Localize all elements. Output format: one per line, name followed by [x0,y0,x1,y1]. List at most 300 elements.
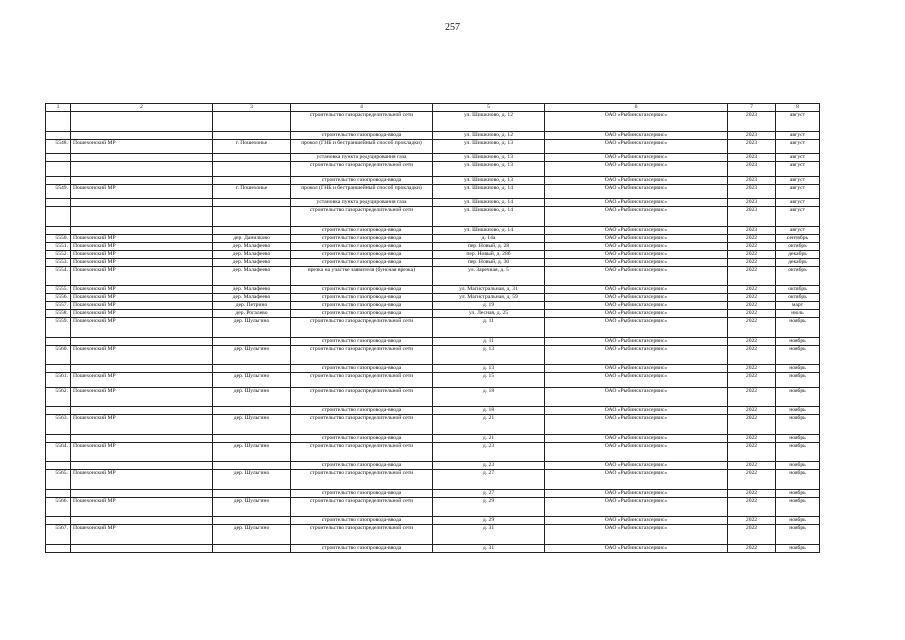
work-type-cell: строительство газопровода-ввода [291,544,433,552]
contractor-cell: ОАО «Рыбинскгазсервис» [545,318,728,338]
row-number-cell [46,517,71,525]
row-number-cell [46,154,71,162]
district-cell [71,199,213,207]
year-cell: 2023 [728,131,776,139]
district-cell [71,226,213,234]
table-row [46,407,820,415]
contractor-cell: ОАО «Рыбинскгазсервис» [545,470,728,490]
month-cell: ноябрь [776,497,820,517]
month-cell: ноябрь [776,373,820,388]
year-cell: 2022 [728,294,776,302]
table-row [46,286,820,294]
work-type-cell: строительство газораспределительной сети [291,387,433,407]
work-type-cell: строительство газопровода-ввода [291,226,433,234]
row-number-cell [46,131,71,139]
table-row [46,207,820,227]
settlement-cell: г. Пошехонье [213,184,291,199]
district-cell: Пошехонский МР [71,470,213,490]
table-row [46,302,820,310]
work-type-cell: строительство газопровода-ввода [291,407,433,415]
contractor-cell: ОАО «Рыбинскгазсервис» [545,373,728,388]
year-cell: 2023 [728,226,776,234]
row-number-cell [46,489,71,497]
settlement-cell: дер. Шульгино [213,387,291,407]
table-row [46,162,820,177]
address-cell: д. 18 [433,387,545,407]
year-cell: 2023 [728,162,776,177]
header-cell-3: 3 [213,104,291,112]
table-row [46,337,820,345]
address-cell: д. 13 [433,345,545,365]
settlement-cell [213,131,291,139]
address-cell: д. 29 [433,517,545,525]
district-cell [71,365,213,373]
month-cell: октябрь [776,266,820,286]
year-cell: 2022 [728,407,776,415]
work-type-cell: строительство газопровода-ввода [291,286,433,294]
work-type-cell: строительство газораспределительной сети [291,318,433,338]
contractor-cell: ОАО «Рыбинскгазсервис» [545,250,728,258]
settlement-cell [213,207,291,227]
row-number-cell: 5564. [46,442,71,462]
work-type-cell: строительство газопровода-ввода [291,337,433,345]
settlement-cell: дер. Шульгино [213,525,291,545]
year-cell: 2022 [728,266,776,286]
month-cell: ноябрь [776,544,820,552]
header-cell-4: 4 [291,104,433,112]
settlement-cell [213,162,291,177]
address-cell: д. 13 [433,365,545,373]
table-row [46,258,820,266]
work-type-cell: строительство газораспределительной сети [291,497,433,517]
row-number-cell: 5550. [46,234,71,242]
contractor-cell: ОАО «Рыбинскгазсервис» [545,242,728,250]
year-cell: 2022 [728,310,776,318]
district-cell [71,207,213,227]
month-cell: август [776,131,820,139]
work-type-cell: строительство газопровода-ввода [291,302,433,310]
work-type-cell: строительство газопровода-ввода [291,242,433,250]
row-number-cell [46,434,71,442]
work-type-cell: врезка на участке заявителя (бунсная врезка) [291,266,433,286]
contractor-cell: ОАО «Рыбинскгазсервис» [545,112,728,132]
table-row [46,266,820,286]
settlement-cell: дер. Малафеево [213,266,291,286]
row-number-cell [46,544,71,552]
row-number-cell: 5558. [46,310,71,318]
work-type-cell: строительство газопровода-ввода [291,462,433,470]
work-type-cell: строительство газораспределительной сети [291,525,433,545]
table-row [46,184,820,199]
district-cell: Пошехонский МР [71,387,213,407]
table-row [46,525,820,545]
month-cell: декабрь [776,250,820,258]
contractor-cell: ОАО «Рыбинскгазсервис» [545,442,728,462]
contractor-cell: ОАО «Рыбинскгазсервис» [545,497,728,517]
contractor-cell: ОАО «Рыбинскгазсервис» [545,131,728,139]
row-number-cell: 5566. [46,497,71,517]
month-cell: июль [776,310,820,318]
row-number-cell: 5552. [46,250,71,258]
contractor-cell: ОАО «Рыбинскгазсервис» [545,387,728,407]
row-number-cell: 5548. [46,139,71,154]
contractor-cell: ОАО «Рыбинскгазсервис» [545,365,728,373]
address-cell: пер. Новый, д. 28б [433,250,545,258]
settlement-cell: дер. Шульгино [213,442,291,462]
address-cell: ул. Магистральная, д. 31 [433,286,545,294]
contractor-cell: ОАО «Рыбинскгазсервис» [545,139,728,154]
work-type-cell: строительство газопровода-ввода [291,517,433,525]
month-cell: ноябрь [776,318,820,338]
year-cell: 2022 [728,258,776,266]
contractor-cell: ОАО «Рыбинскгазсервис» [545,258,728,266]
table-row [46,365,820,373]
row-number-cell: 5560. [46,345,71,365]
contractor-cell: ОАО «Рыбинскгазсервис» [545,489,728,497]
address-cell: пер. Новый, д. 30 [433,258,545,266]
month-cell: октябрь [776,242,820,250]
row-number-cell: 5563. [46,415,71,435]
table-row [46,318,820,338]
year-cell: 2023 [728,184,776,199]
year-cell: 2023 [728,112,776,132]
district-cell: Пошехонский МР [71,497,213,517]
settlement-cell: дер. Рогалево [213,310,291,318]
address-cell: д. 27 [433,470,545,490]
contractor-cell: ОАО «Рыбинскгазсервис» [545,337,728,345]
settlement-cell [213,462,291,470]
row-number-cell [46,462,71,470]
row-number-cell [46,407,71,415]
settlement-cell: дер. Петрино [213,302,291,310]
district-cell [71,176,213,184]
table-row [46,470,820,490]
row-number-cell: 5567. [46,525,71,545]
month-cell: март [776,302,820,310]
settlement-cell: дер. Малафеево [213,258,291,266]
district-cell [71,544,213,552]
row-number-cell: 5554. [46,266,71,286]
work-type-cell: прокол (ГНБ и бестраншейный способ прокладки) [291,139,433,154]
work-type-cell: строительство газопровода-ввода [291,294,433,302]
table-row [46,250,820,258]
contractor-cell: ОАО «Рыбинскгазсервис» [545,154,728,162]
row-number-cell: 5551. [46,242,71,250]
row-number-cell [46,199,71,207]
contractor-cell: ОАО «Рыбинскгазсервис» [545,234,728,242]
table-row [46,489,820,497]
table-row [46,176,820,184]
work-type-cell: строительство газопровода-ввода [291,310,433,318]
month-cell: ноябрь [776,345,820,365]
year-cell: 2022 [728,415,776,435]
district-cell [71,337,213,345]
month-cell: ноябрь [776,415,820,435]
month-cell: ноябрь [776,442,820,462]
year-cell: 2022 [728,250,776,258]
table-row [46,434,820,442]
header-cell-7: 7 [728,104,776,112]
settlement-cell: дер. Малафеево [213,286,291,294]
settlement-cell: дер. Малафеево [213,250,291,258]
settlement-cell [213,407,291,415]
year-cell: 2022 [728,242,776,250]
settlement-cell: дер. Шульгино [213,497,291,517]
work-type-cell: строительство газопровода-ввода [291,131,433,139]
address-cell: д. 27 [433,489,545,497]
month-cell: декабрь [776,258,820,266]
table-row [46,154,820,162]
work-type-cell: строительство газопровода-ввода [291,234,433,242]
month-cell: ноябрь [776,517,820,525]
year-cell: 2022 [728,489,776,497]
month-cell: октябрь [776,294,820,302]
address-cell: ул. Лесная, д. 25 [433,310,545,318]
month-cell: август [776,162,820,177]
settlement-cell: дер. Шульгино [213,470,291,490]
table-row [46,442,820,462]
row-number-cell [46,207,71,227]
contractor-cell: ОАО «Рыбинскгазсервис» [545,162,728,177]
district-cell: Пошехонский МР [71,525,213,545]
year-cell: 2023 [728,199,776,207]
address-cell: д. 21 [433,415,545,435]
month-cell: октябрь [776,286,820,294]
district-cell: Пошехонский МР [71,373,213,388]
contractor-cell: ОАО «Рыбинскгазсервис» [545,286,728,294]
address-cell: ул. Шишкново, д. 12 [433,112,545,132]
district-cell [71,162,213,177]
address-cell: ул. Шишкново, д. 14 [433,199,545,207]
year-cell: 2022 [728,345,776,365]
month-cell: сентябрь [776,234,820,242]
year-cell: 2022 [728,318,776,338]
table-row [46,139,820,154]
settlement-cell: дер. Шульгино [213,345,291,365]
address-cell: д. 11 [433,318,545,338]
settlement-cell: дер. Малафеево [213,242,291,250]
district-cell: Пошехонский МР [71,184,213,199]
month-cell: ноябрь [776,525,820,545]
month-cell: ноябрь [776,434,820,442]
row-number-cell: 5561. [46,373,71,388]
header-row [46,104,820,112]
work-type-cell: строительство газопровода-ввода [291,434,433,442]
contractor-cell: ОАО «Рыбинскгазсервис» [545,302,728,310]
table-row [46,294,820,302]
year-cell: 2022 [728,517,776,525]
contractor-cell: ОАО «Рыбинскгазсервис» [545,407,728,415]
address-cell: ул. Шишкново, д. 13 [433,154,545,162]
settlement-cell [213,517,291,525]
year-cell: 2023 [728,176,776,184]
district-cell [71,407,213,415]
district-cell [71,517,213,525]
settlement-cell: дер. Данилково [213,234,291,242]
header-cell-1: 1 [46,104,71,112]
district-cell: Пошехонский МР [71,302,213,310]
district-cell: Пошехонский МР [71,442,213,462]
month-cell: ноябрь [776,489,820,497]
district-cell: Пошехонский МР [71,286,213,294]
settlement-cell [213,434,291,442]
district-cell: Пошехонский МР [71,258,213,266]
address-cell: д. 11 [433,337,545,345]
address-cell: ул. Шишкново, д. 14 [433,226,545,234]
month-cell: ноябрь [776,470,820,490]
address-cell: ул. Шишкново, д. 13 [433,176,545,184]
row-number-cell: 5556. [46,294,71,302]
address-cell: д. 21 [433,434,545,442]
district-cell: Пошехонский МР [71,415,213,435]
month-cell: ноябрь [776,337,820,345]
month-cell: август [776,154,820,162]
contractor-cell: ОАО «Рыбинскгазсервис» [545,294,728,302]
contractor-cell: ОАО «Рыбинскгазсервис» [545,345,728,365]
contractor-cell: ОАО «Рыбинскгазсервис» [545,517,728,525]
table-row [46,517,820,525]
work-type-cell: строительство газопровода-ввода [291,489,433,497]
month-cell: август [776,184,820,199]
contractor-cell: ОАО «Рыбинскгазсервис» [545,226,728,234]
row-number-cell: 5562. [46,387,71,407]
year-cell: 2022 [728,544,776,552]
row-number-cell: 5559. [46,318,71,338]
month-cell: ноябрь [776,462,820,470]
work-type-cell: строительство газопровода-ввода [291,365,433,373]
address-cell: д. 15 [433,373,545,388]
work-type-cell: строительство газораспределительной сети [291,112,433,132]
contractor-cell: ОАО «Рыбинскгазсервис» [545,544,728,552]
table-row [46,310,820,318]
year-cell: 2022 [728,286,776,294]
header-cell-5: 5 [433,104,545,112]
row-number-cell: 5555. [46,286,71,294]
work-type-cell: строительство газопровода-ввода [291,258,433,266]
settlement-cell: дер. Малафеево [213,294,291,302]
settlement-cell: дер. Шульгино [213,373,291,388]
month-cell: ноябрь [776,407,820,415]
address-cell: ул. Шишкново, д. 13 [433,139,545,154]
contractor-cell: ОАО «Рыбинскгазсервис» [545,184,728,199]
month-cell: август [776,226,820,234]
settlement-cell [213,337,291,345]
district-cell [71,489,213,497]
table-row [46,112,820,132]
table-row [46,199,820,207]
address-cell: ул. Шишкново, д. 12 [433,131,545,139]
year-cell: 2022 [728,234,776,242]
address-cell: ул. Шишкново, д. 13 [433,162,545,177]
work-type-cell: строительство газораспределительной сети [291,415,433,435]
year-cell: 2022 [728,497,776,517]
settlement-cell [213,365,291,373]
settlement-cell [213,544,291,552]
district-cell: Пошехонский МР [71,318,213,338]
district-cell: Пошехонский МР [71,310,213,318]
contractor-cell: ОАО «Рыбинскгазсервис» [545,266,728,286]
contractor-cell: ОАО «Рыбинскгазсервис» [545,415,728,435]
work-type-cell: строительство газораспределительной сети [291,162,433,177]
header-cell-6: 6 [545,104,728,112]
row-number-cell: 5565. [46,470,71,490]
gasification-schedule-table [45,103,820,553]
contractor-cell: ОАО «Рыбинскгазсервис» [545,176,728,184]
settlement-cell [213,199,291,207]
contractor-cell: ОАО «Рыбинскгазсервис» [545,462,728,470]
table-row [46,242,820,250]
address-cell: ул. Магистральная, д. 59 [433,294,545,302]
district-cell: Пошехонский МР [71,345,213,365]
district-cell [71,434,213,442]
year-cell: 2023 [728,207,776,227]
address-cell: д. 31 [433,544,545,552]
contractor-cell: ОАО «Рыбинскгазсервис» [545,434,728,442]
work-type-cell: строительство газораспределительной сети [291,470,433,490]
row-number-cell [46,176,71,184]
year-cell: 2022 [728,434,776,442]
district-cell [71,131,213,139]
row-number-cell: 5553. [46,258,71,266]
row-number-cell [46,365,71,373]
settlement-cell [213,489,291,497]
year-cell: 2022 [728,442,776,462]
contractor-cell: ОАО «Рыбинскгазсервис» [545,199,728,207]
month-cell: август [776,207,820,227]
address-cell: д. 18 [433,407,545,415]
district-cell: Пошехонский МР [71,234,213,242]
header-cell-8: 8 [776,104,820,112]
year-cell: 2022 [728,470,776,490]
year-cell: 2022 [728,525,776,545]
work-type-cell: установка пункта редуцирования газа [291,154,433,162]
month-cell: август [776,139,820,154]
month-cell: август [776,199,820,207]
table-row [46,226,820,234]
address-cell: пер. Новый, д. 28 [433,242,545,250]
header-cell-2: 2 [71,104,213,112]
year-cell: 2022 [728,373,776,388]
year-cell: 2023 [728,139,776,154]
year-cell: 2022 [728,337,776,345]
district-cell: Пошехонский МР [71,266,213,286]
row-number-cell: 5549. [46,184,71,199]
table-row [46,387,820,407]
month-cell: ноябрь [776,365,820,373]
address-cell: д. 14а [433,234,545,242]
district-cell [71,154,213,162]
contractor-cell: ОАО «Рыбинскгазсервис» [545,310,728,318]
work-type-cell: строительство газораспределительной сети [291,207,433,227]
month-cell: ноябрь [776,387,820,407]
address-cell: ул. Шишкново, д. 14 [433,207,545,227]
settlement-cell [213,226,291,234]
work-type-cell: строительство газораспределительной сети [291,345,433,365]
settlement-cell [213,112,291,132]
district-cell [71,462,213,470]
address-cell: д. 29 [433,497,545,517]
district-cell: Пошехонский МР [71,294,213,302]
settlement-cell: г. Пошехонье [213,139,291,154]
year-cell: 2023 [728,154,776,162]
table-row [46,544,820,552]
address-cell: д. 19 [433,302,545,310]
work-type-cell: прокол (ГНБ и бестраншейный способ прокладки) [291,184,433,199]
table-row [46,373,820,388]
work-type-cell: установка пункта редуцирования газа [291,199,433,207]
year-cell: 2022 [728,462,776,470]
settlement-cell [213,154,291,162]
